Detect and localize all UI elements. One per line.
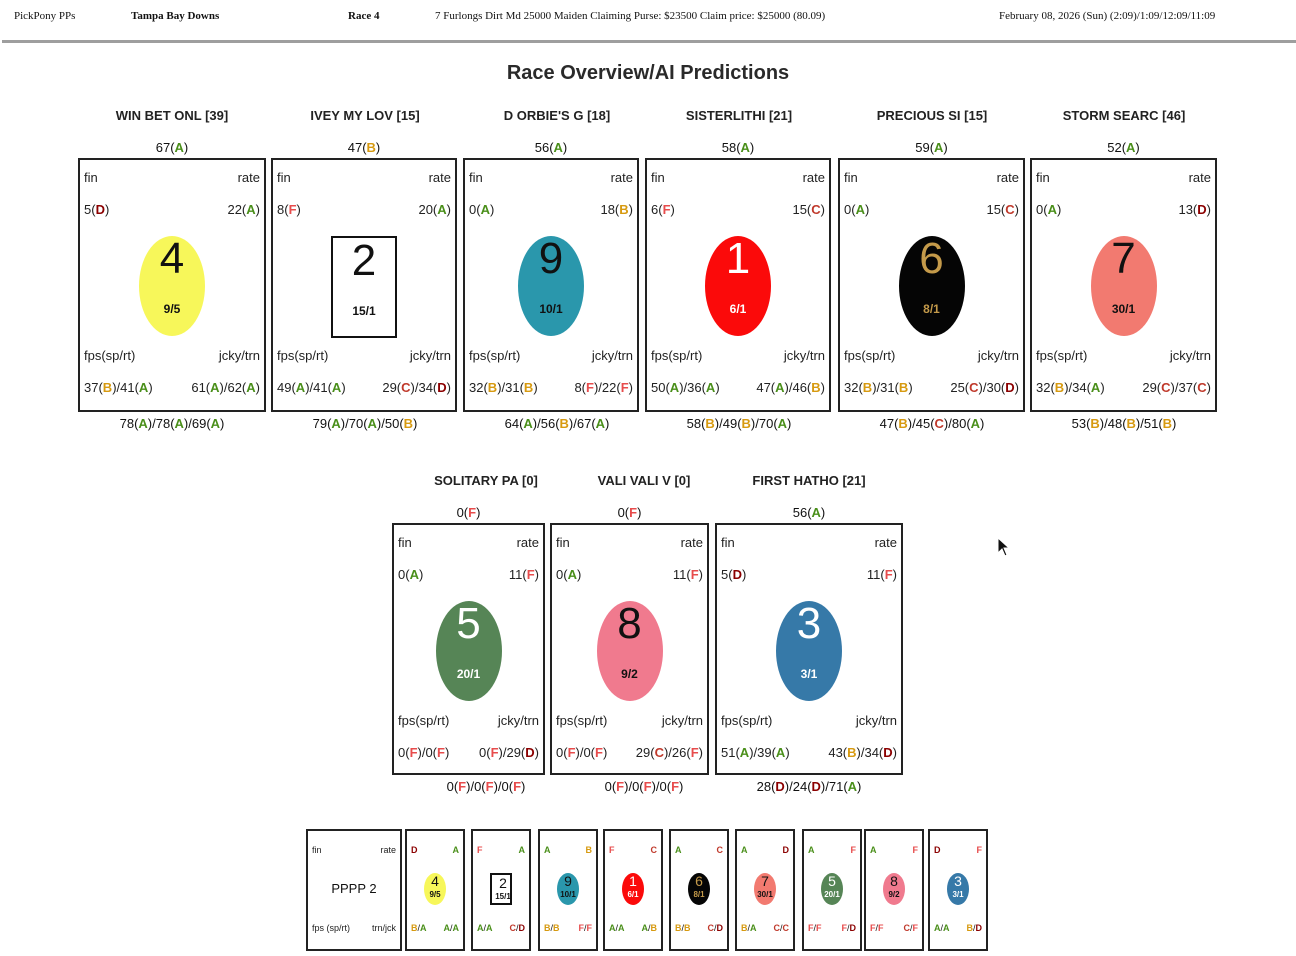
rate-label: rate	[237, 170, 260, 185]
fin-value: 0(A)	[1036, 202, 1062, 217]
mini-card-5	[802, 829, 862, 951]
mini-fin: A	[675, 845, 682, 855]
race-date: February 08, 2026 (Sun) (2:09)/1:09/12:09/11:09	[999, 10, 1216, 22]
mini-fin: D	[934, 845, 941, 855]
jcky-label: jcky/trn	[591, 348, 633, 363]
rate-value: 18(B)	[600, 202, 633, 217]
legend-fps: fps (sp/rt)	[312, 923, 351, 933]
race-conditions: 7 Furlongs Dirt Md 25000 Maiden Claiming Purse: $23500 Claim price: $25000 (80.09)	[435, 10, 826, 22]
mini-trn: B/D	[966, 923, 982, 933]
mini-number: 3	[954, 873, 962, 889]
morning-line-odds: 3/1	[800, 667, 818, 681]
fin-label: fin	[556, 535, 570, 550]
rate-value: 20(A)	[418, 202, 451, 217]
fps-label: fps(sp/rt)	[844, 348, 896, 363]
fin-value: 5(D)	[721, 567, 747, 582]
horse-name: IVEY MY LOV [15]	[310, 108, 420, 123]
fps-value: 49(A)/41(A)	[277, 380, 346, 395]
fps-label: fps(sp/rt)	[277, 348, 329, 363]
mini-number: 8	[890, 873, 898, 889]
horse-summary: 47(B)/45(C)/80(A)	[879, 416, 985, 431]
legend-title: PPPP 2	[331, 881, 377, 896]
mini-odds: 30/1	[757, 890, 773, 899]
mini-fin: F	[609, 845, 615, 855]
mini-odds: 15/1	[495, 892, 511, 901]
fps-label: fps(sp/rt)	[84, 348, 136, 363]
horse-card	[1030, 158, 1217, 412]
program-number: 7	[1111, 234, 1136, 283]
horse-card	[271, 158, 457, 412]
horse-summary: 0(F)/0(F)/0(F)	[446, 779, 526, 794]
page-title: Race Overview/AI Predictions	[506, 62, 790, 84]
horse-name: STORM SEARC [46]	[1062, 108, 1186, 123]
rate-value: 11(F)	[508, 567, 539, 582]
mini-fin: D	[411, 845, 418, 855]
program-number: 8	[617, 599, 642, 648]
saddlecloth-token	[139, 236, 205, 336]
mini-odds: 20/1	[824, 890, 840, 899]
horse-score: 59(A)	[915, 140, 948, 155]
fin-label: fin	[84, 170, 98, 185]
jcky-value: 43(B)/34(D)	[828, 745, 897, 760]
rate-label: rate	[874, 535, 897, 550]
jcky-label: jcky/trn	[409, 348, 451, 363]
jcky-value: 47(A)/46(B)	[756, 380, 825, 395]
horse-card	[838, 158, 1025, 412]
mini-fps: F/F	[808, 923, 822, 933]
saddlecloth-token	[899, 236, 965, 336]
mini-fps: A/A	[609, 923, 625, 933]
fin-value: 0(A)	[469, 202, 495, 217]
program-number: 4	[159, 234, 185, 283]
horse-summary: 79(A)/70(A)/50(B)	[312, 416, 418, 431]
fps-value: 50(A)/36(A)	[651, 380, 720, 395]
saddlecloth-token	[436, 601, 502, 701]
rate-value: 11(F)	[866, 567, 897, 582]
mini-fin: A	[544, 845, 551, 855]
saddlecloth-token	[776, 601, 842, 701]
mini-card-3	[928, 829, 988, 951]
rate-label: rate	[428, 170, 451, 185]
fps-value: 32(B)/34(A)	[1036, 380, 1105, 395]
mini-token	[424, 873, 446, 905]
mini-rate: B	[585, 845, 592, 855]
horse-name: FIRST HATHO [21]	[752, 473, 866, 488]
mini-fps: B/A	[741, 923, 757, 933]
mini-trn: F/D	[841, 923, 856, 933]
program-number: 9	[538, 234, 564, 283]
horse-score: 56(A)	[792, 505, 826, 520]
mini-token	[883, 873, 905, 905]
mini-odds: 9/5	[429, 890, 441, 899]
mini-token	[754, 873, 776, 905]
fps-label: fps(sp/rt)	[556, 713, 608, 728]
fps-value: 0(F)/0(F)	[398, 745, 450, 760]
mini-number: 5	[828, 873, 836, 889]
header-divider	[2, 40, 1296, 43]
mini-odds: 9/2	[888, 890, 900, 899]
fps-label: fps(sp/rt)	[398, 713, 450, 728]
horse-summary: 28(D)/24(D)/71(A)	[756, 779, 862, 794]
jcky-value: 29(C)/34(D)	[382, 380, 451, 395]
mini-rate: C	[716, 845, 723, 855]
horse-name: WIN BET ONL [39]	[115, 108, 229, 123]
mini-card-8	[864, 829, 924, 951]
horse-card	[463, 158, 639, 412]
mini-number: 4	[431, 873, 439, 889]
mini-token	[947, 873, 969, 905]
rate-value: 22(A)	[227, 202, 260, 217]
rate-label: rate	[1188, 170, 1211, 185]
mini-token	[490, 873, 512, 905]
fin-value: 0(A)	[844, 202, 870, 217]
horse-summary: 53(B)/48(B)/51(B)	[1071, 416, 1177, 431]
mini-rate: F	[912, 845, 918, 855]
mini-trn: C/D	[707, 923, 723, 933]
legend-fin: fin	[312, 845, 322, 855]
fps-label: fps(sp/rt)	[1036, 348, 1088, 363]
saddlecloth-token	[518, 236, 584, 336]
jcky-value: 0(F)/29(D)	[479, 745, 539, 760]
morning-line-odds: 30/1	[1111, 302, 1136, 316]
mini-odds: 8/1	[693, 890, 705, 899]
horse-summary: 78(A)/78(A)/69(A)	[119, 416, 225, 431]
horse-score: 0(F)	[617, 505, 642, 520]
jcky-label: jcky/trn	[661, 713, 703, 728]
mini-fin: A	[870, 845, 877, 855]
horse-summary: 64(A)/56(B)/67(A)	[504, 416, 610, 431]
horse-card	[78, 158, 266, 412]
rate-value: 11(F)	[672, 567, 703, 582]
fps-label: fps(sp/rt)	[469, 348, 521, 363]
mini-rate: F	[850, 845, 856, 855]
horse-score: 56(A)	[534, 140, 568, 155]
mini-trn: A/B	[641, 923, 657, 933]
rate-value: 13(D)	[1178, 202, 1211, 217]
fps-value: 32(B)/31(B)	[469, 380, 538, 395]
mini-rate: D	[782, 845, 789, 855]
legend-card	[306, 829, 402, 951]
horse-card	[645, 158, 831, 412]
rate-label: rate	[516, 535, 539, 550]
header-bar	[0, 0, 1296, 40]
horse-name: SOLITARY PA [0]	[434, 473, 538, 488]
morning-line-odds: 15/1	[352, 304, 376, 318]
mini-fps: B/B	[675, 923, 691, 933]
horse-card	[550, 523, 709, 775]
horse-name: VALI VALI V [0]	[597, 473, 691, 488]
mini-fps: F/F	[870, 923, 884, 933]
fin-label: fin	[398, 535, 412, 550]
mini-card-2	[471, 829, 531, 951]
mini-number: 2	[499, 875, 507, 891]
fin-label: fin	[844, 170, 858, 185]
fps-value: 32(B)/31(B)	[844, 380, 913, 395]
mini-trn: C/D	[509, 923, 525, 933]
jcky-value: 8(F)/22(F)	[574, 380, 633, 395]
fps-value: 37(B)/41(A)	[84, 380, 153, 395]
fin-label: fin	[277, 170, 291, 185]
fin-value: 8(F)	[277, 202, 301, 217]
horse-card	[715, 523, 903, 775]
program-number: 2	[351, 236, 377, 285]
mini-fin: A	[808, 845, 815, 855]
mini-number: 6	[695, 873, 703, 889]
rate-label: rate	[610, 170, 633, 185]
fin-label: fin	[1036, 170, 1050, 185]
horse-score: 52(A)	[1107, 140, 1140, 155]
morning-line-odds: 8/1	[923, 302, 940, 316]
morning-line-odds: 6/1	[729, 302, 747, 316]
mini-fin: F	[477, 845, 483, 855]
mini-trn: C/C	[773, 923, 789, 933]
fin-label: fin	[651, 170, 665, 185]
jcky-label: jcky/trn	[1169, 348, 1211, 363]
mini-trn: C/F	[903, 923, 918, 933]
fin-value: 5(D)	[84, 202, 110, 217]
jcky-label: jcky/trn	[855, 713, 897, 728]
horse-name: SISTERLITHI [21]	[685, 108, 793, 123]
rate-label: rate	[802, 170, 825, 185]
morning-line-odds: 9/5	[163, 302, 181, 316]
mini-rate: C	[650, 845, 657, 855]
horse-name: PRECIOUS SI [15]	[876, 108, 988, 123]
program-number: 1	[725, 234, 751, 283]
mini-rate: F	[976, 845, 982, 855]
saddlecloth-token	[705, 236, 771, 336]
horse-name: D ORBIE'S G [18]	[503, 108, 611, 123]
fin-value: 0(A)	[398, 567, 424, 582]
mini-card-6	[669, 829, 729, 951]
rate-value: 15(C)	[792, 202, 825, 217]
horse-score: 58(A)	[721, 140, 755, 155]
mini-fin: A	[741, 845, 748, 855]
fin-label: fin	[469, 170, 483, 185]
fin-label: fin	[721, 535, 735, 550]
fin-value: 0(A)	[556, 567, 582, 582]
saddlecloth-token	[597, 601, 663, 701]
fps-label: fps(sp/rt)	[721, 713, 773, 728]
morning-line-odds: 20/1	[456, 667, 481, 681]
jcky-value: 29(C)/37(C)	[1142, 380, 1211, 395]
mini-number: 9	[564, 873, 572, 889]
program-number: 6	[919, 234, 944, 283]
saddlecloth-token	[1091, 236, 1157, 336]
mini-token	[622, 873, 644, 905]
fps-label: fps(sp/rt)	[651, 348, 703, 363]
mini-token	[821, 873, 843, 905]
mini-number: 7	[761, 873, 769, 889]
mini-rate: A	[518, 845, 525, 855]
mini-number: 1	[629, 873, 637, 889]
rate-value: 15(C)	[986, 202, 1019, 217]
horse-summary: 58(B)/49(B)/70(A)	[686, 416, 792, 431]
mini-odds: 6/1	[627, 890, 639, 899]
mini-odds: 10/1	[560, 890, 576, 899]
morning-line-odds: 10/1	[539, 302, 563, 316]
mini-card-9	[538, 829, 598, 951]
program-number: 3	[796, 599, 822, 648]
jcky-value: 29(C)/26(F)	[635, 745, 703, 760]
mini-card-4	[405, 829, 465, 951]
jcky-label: jcky/trn	[497, 713, 539, 728]
jcky-value: 61(A)/62(A)	[191, 380, 260, 395]
mini-token	[557, 873, 579, 905]
jcky-label: jcky/trn	[218, 348, 260, 363]
mini-fps: B/A	[411, 923, 427, 933]
track-name: Tampa Bay Downs	[131, 10, 220, 22]
legend-rate: rate	[380, 845, 396, 855]
mini-card-1	[603, 829, 663, 951]
fps-value: 0(F)/0(F)	[556, 745, 608, 760]
jcky-value: 25(C)/30(D)	[950, 380, 1019, 395]
program-number: 5	[456, 599, 481, 648]
fin-value: 6(F)	[651, 202, 675, 217]
fps-value: 51(A)/39(A)	[721, 745, 790, 760]
mouse-cursor-icon	[997, 537, 1011, 557]
mini-fps: A/A	[477, 923, 493, 933]
mini-fps: B/B	[544, 923, 560, 933]
mini-trn: A/A	[443, 923, 459, 933]
horse-score: 47(B)	[347, 140, 381, 155]
horse-score: 0(F)	[456, 505, 481, 520]
morning-line-odds: 9/2	[621, 667, 638, 681]
jcky-label: jcky/trn	[783, 348, 825, 363]
mini-card-7	[735, 829, 795, 951]
mini-token	[688, 873, 710, 905]
jcky-label: jcky/trn	[977, 348, 1019, 363]
mini-rate: A	[452, 845, 459, 855]
legend-trn: trn/jck	[371, 923, 396, 933]
rate-label: rate	[680, 535, 703, 550]
rate-label: rate	[996, 170, 1019, 185]
app-name: PickPony PPs	[14, 10, 76, 22]
horse-score: 67(A)	[155, 140, 189, 155]
horse-card	[392, 523, 545, 775]
mini-trn: F/F	[578, 923, 592, 933]
horse-summary: 0(F)/0(F)/0(F)	[604, 779, 684, 794]
mini-fps: A/A	[934, 923, 950, 933]
mini-odds: 3/1	[952, 890, 964, 899]
race-number: Race 4	[348, 10, 380, 22]
saddlecloth-token	[331, 236, 397, 338]
